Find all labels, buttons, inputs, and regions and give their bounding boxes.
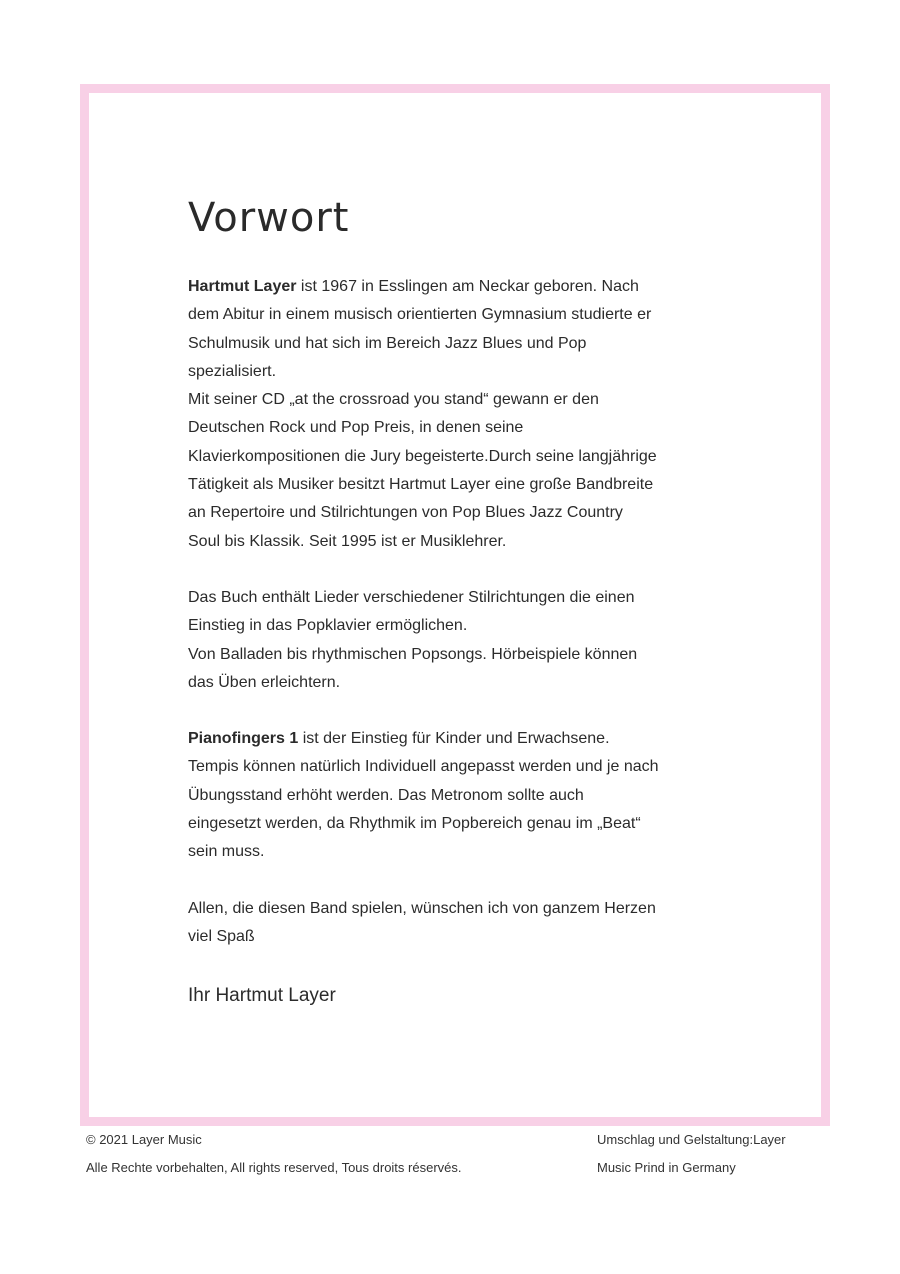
text-line: an Repertoire und Stilrichtungen von Pop Blues Jazz Country (188, 504, 623, 522)
text-line: Von Balladen bis rhythmischen Popsongs. Hörbeispiele können (188, 645, 638, 663)
text-line: Allen, die diesen Band spielen, wünschen ich von ganzem Herzen (188, 899, 656, 917)
text-line: Tempis können natürlich Individuell angepasst werden und je nach (188, 758, 659, 776)
text-line: Klavierkompositionen die Jury begeisterte.Durch seine langjährige (188, 447, 657, 465)
paragraph-wishes (188, 895, 748, 952)
text-line: sein muss. (188, 843, 265, 861)
text-line (188, 273, 748, 301)
text-line: viel Spaß (188, 927, 255, 945)
text-fragment: ist der Einstieg für Kinder und Erwachsene. (298, 730, 610, 748)
signature: Ihr Hartmut Layer (188, 985, 336, 1006)
paragraph-spacer (188, 867, 748, 895)
text-line: eingesetzt werden, da Rhythmik im Popbereich genau im „Beat“ (188, 815, 641, 833)
text-line: Einstieg in das Popklavier ermöglichen. (188, 617, 468, 635)
page-title: Vorwort (188, 195, 350, 241)
text-line: Schulmusik und hat sich im Bereich Jazz Blues und Pop (188, 334, 587, 352)
text-line: Soul bis Klassik. Seit 1995 ist er Musiklehrer. (188, 532, 507, 550)
paragraph-author-bio (188, 273, 748, 556)
text-line: Übungsstand erhöht werden. Das Metronom sollte auch (188, 786, 584, 804)
book-title: Pianofingers 1 (188, 730, 299, 748)
foreword-body (188, 273, 748, 951)
text-line: spezialisiert. (188, 362, 277, 380)
author-name: Hartmut Layer (188, 278, 297, 295)
paragraph-spacer (188, 556, 748, 584)
footer-copyright: © 2021 Layer Music (86, 1132, 202, 1147)
text-line: das Üben erleichtern. (188, 673, 341, 691)
text-line: Tätigkeit als Musiker besitzt Hartmut Layer eine große Bandbreite (188, 476, 654, 494)
text-line: Deutschen Rock und Pop Preis, in denen seine (188, 419, 524, 437)
text-line (188, 725, 748, 753)
text-fragment: ist 1967 in Esslingen am Neckar geboren. Nach (296, 278, 639, 295)
text-line: dem Abitur in einem musisch orientierten Gymnasium studierte er (188, 306, 652, 324)
text-line: Mit seiner CD „at the crossroad you stand“ gewann er den (188, 391, 599, 409)
paragraph-book-content (188, 584, 748, 697)
paragraph-pianofingers (188, 725, 748, 866)
text-line: Das Buch enthält Lieder verschiedener Stilrichtungen die einen (188, 588, 635, 606)
footer-printed: Music Prind in Germany (597, 1160, 736, 1175)
paragraph-spacer (188, 697, 748, 725)
footer-rights: Alle Rechte vorbehalten, All rights reserved, Tous droits réservés. (86, 1160, 462, 1175)
footer-cover-design: Umschlag und Gelstaltung:Layer (597, 1132, 786, 1147)
